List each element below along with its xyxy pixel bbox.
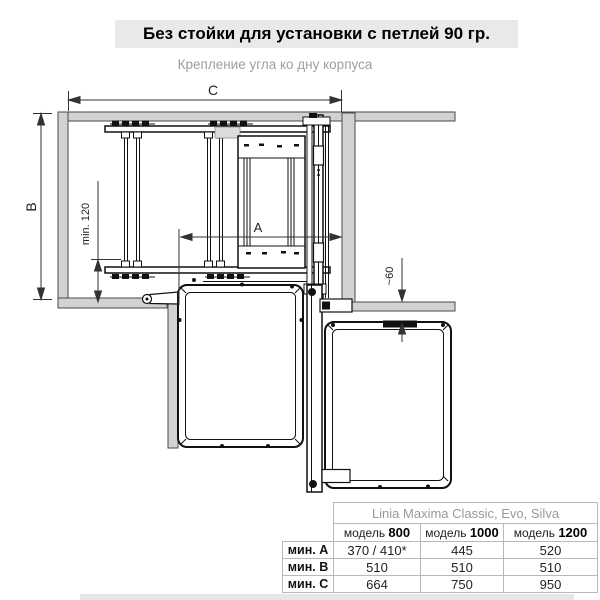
- row-label-min-c: мин. C: [283, 576, 334, 593]
- basket-bracket: [322, 470, 350, 483]
- bottom-pivot: [309, 480, 317, 488]
- table-corner-cell: [283, 524, 334, 542]
- door-carrier-strip: [307, 285, 322, 492]
- dim-gap-label: ~60: [384, 266, 396, 286]
- value-cell: 510: [334, 559, 421, 576]
- dimension-c: [69, 82, 342, 112]
- right-basket: [320, 299, 451, 489]
- value-cell: 510: [504, 559, 598, 576]
- wall-left: [58, 112, 68, 308]
- next-section-bar: [80, 594, 574, 600]
- model-header: модель 1000: [421, 524, 504, 542]
- section-subtitle: Крепление угла ко дну корпуса: [177, 57, 373, 72]
- dim-a-label: A: [253, 220, 263, 235]
- left-basket: [178, 283, 304, 449]
- bottom-rail: [105, 267, 330, 282]
- table-row: [283, 559, 598, 576]
- model-header: модель 1200: [504, 524, 598, 542]
- table-corner-cell: [283, 503, 334, 524]
- middle-rail-pair: [205, 132, 225, 267]
- dim-min-label: min. 120: [80, 202, 92, 246]
- top-pivot: [308, 288, 316, 296]
- value-cell: 445: [421, 542, 504, 559]
- dim-c-label: C: [207, 82, 219, 98]
- value-cell: 750: [421, 576, 504, 593]
- wall-top: [58, 112, 455, 121]
- table-row: [283, 503, 598, 524]
- value-cell: 664: [334, 576, 421, 593]
- table-row: [283, 542, 598, 559]
- row-label-min-a: мин. A: [283, 542, 334, 559]
- spec-table: [282, 502, 598, 593]
- value-cell: 950: [504, 576, 598, 593]
- wall-gable-right: [342, 113, 355, 311]
- dimension-min-120: [80, 181, 121, 302]
- section-title-text: Без стойки для установки с петлей 90 гр.: [142, 24, 490, 43]
- series-header: Linia Maxima Classic, Evo, Silva: [334, 503, 598, 524]
- value-cell: 510: [421, 559, 504, 576]
- door-slide-column: [303, 113, 330, 303]
- wall-bottom-right: [349, 302, 455, 311]
- left-rail-pair: [122, 132, 142, 267]
- table-row: [283, 524, 598, 542]
- value-cell: 370 / 410*: [334, 542, 421, 559]
- model-header: модель 800: [334, 524, 421, 542]
- row-label-min-b: мин. B: [283, 559, 334, 576]
- dimension-b: [23, 114, 52, 300]
- value-cell: 520: [504, 542, 598, 559]
- carriage-platform: [215, 127, 305, 268]
- table-row: [283, 576, 598, 593]
- dim-b-label: B: [23, 202, 39, 212]
- open-door-panel: [168, 302, 178, 448]
